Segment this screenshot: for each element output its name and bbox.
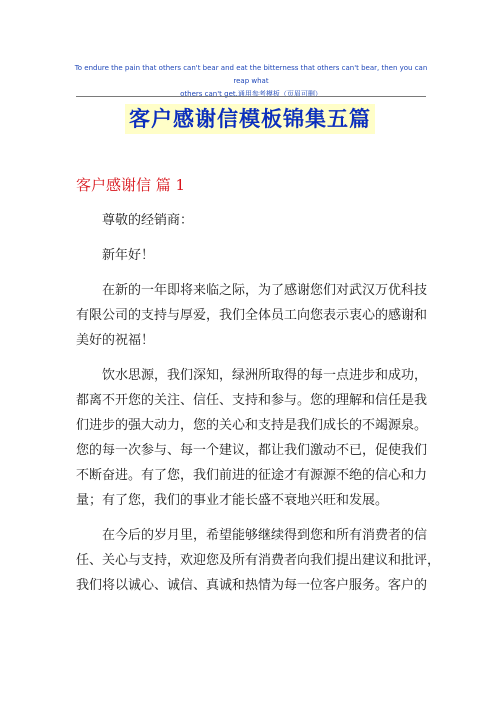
paragraph-2-line: 您的每一次参与、每一个建议，都让我们激动不已，促使我们 [76, 443, 428, 458]
paragraph-1 [76, 278, 426, 353]
paragraph-3 [76, 523, 441, 598]
section-heading: 客户感谢信 篇 1 [76, 176, 186, 194]
paragraph-2-line: 量；有了您，我们的事业才能长盛不衰地兴旺和发展。 [76, 493, 389, 508]
paragraph-1-line: 有限公司的支持与厚爱，我们全体员工向您表示衷心的感谢和 [76, 308, 428, 323]
letter-salutation: 尊敬的经销商： [102, 213, 194, 228]
paragraph-2-line: 们进步的强大动力，您的关心和支持是我们成长的不竭源泉。 [76, 418, 428, 433]
header-line-2 [72, 88, 430, 101]
header-line-2-en: others can't get. [180, 90, 238, 98]
paragraph-3-line: 我们将以诚心、诚信、真诚和热情为每一位客户服务。客户的 [76, 578, 428, 593]
paragraph-2 [76, 363, 426, 513]
paragraph-1-line: 在新的一年即将来临之际，为了感谢您们对武汉万优科技 [102, 283, 428, 298]
paragraph-3-line: 任、关心与支持，欢迎您及所有消费者向我们提出建议和批评， [76, 553, 441, 568]
paragraph-2-line: 饮水思源，我们深知，绿洲所取得的每一点进步和成功， [102, 368, 428, 383]
paragraph-2-line: 不断奋进。有了您，我们前进的征途才有源源不绝的信心和力 [76, 468, 428, 483]
document-title: 客户感谢信模板锦集五篇 [125, 104, 375, 134]
header-line-1: To endure the pain that others can't bear and eat the bitterness that others can't bear, then you can reap what [74, 64, 428, 85]
letter-body [76, 208, 441, 608]
title-container [0, 104, 500, 134]
letter-greeting: 新年好！ [102, 248, 155, 263]
header-divider [76, 96, 426, 97]
paragraph-3-line: 在今后的岁月里，希望能够继续得到您和所有消费者的信 [102, 528, 428, 543]
paragraph-1-line: 美好的祝福！ [76, 333, 155, 348]
paragraph-2-line: 都离不开您的关注、信任、支持和参与。您的理解和信任是我 [76, 393, 428, 408]
header-line-2-cn: 通用参考模板（页眉可删） [237, 90, 322, 98]
